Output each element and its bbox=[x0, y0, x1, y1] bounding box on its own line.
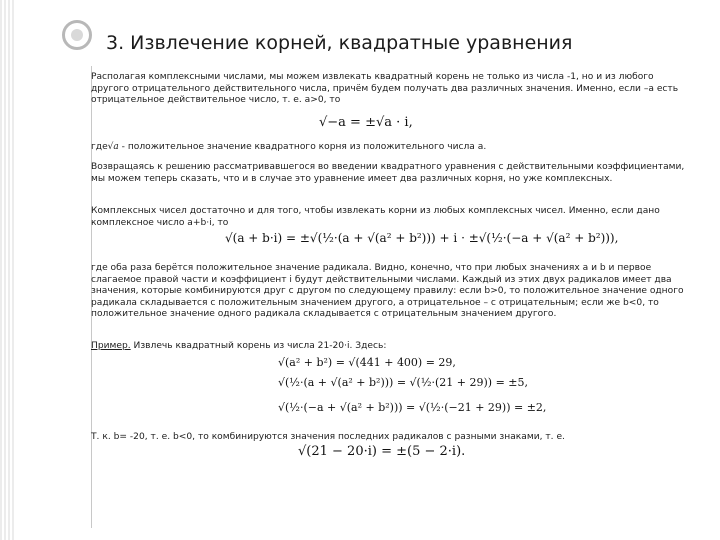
paragraph-example bbox=[91, 341, 689, 353]
example-formula-real-part: √(½·(a + √(a² + b²))) = √(½·(21 + 29)) = ±5, bbox=[278, 376, 528, 389]
example-text: Извлечь квадратный корень из числа 21-20·i. Здесь: bbox=[130, 341, 387, 351]
paragraph-intro: Располагая комплексными числами, мы можем извлекать квадратный корень не только из числа -1, но и из любого другого отрицательного действительного числа, причём будем получать два различных значения. Именно, если –а есть отрицательное действительное число, т. е. a>0, то bbox=[91, 72, 679, 106]
paragraph-sqrt-definition bbox=[91, 142, 689, 154]
formula-sqrt-negative: √−a = ±√a · i, bbox=[319, 115, 413, 130]
paragraph-sign-rule: где оба раза берётся положительное значение радикала. Видно, конечно, что при любых значениях a и b и первое слагаемое правой части и коэффициент i будут действительными числами. Каждый из этих двух радикалов имеет два значения, которые комбинируются друг с другом по следующему правилу: если b>0, то положительное значение одного радикала складывается с положительным значением другого, а отрицательное – с отрицательным; если же b<0, то положительное значение одного радикала складывается с отрицательным значением другого. bbox=[91, 263, 684, 320]
example-formula-imag-part: √(½·(−a + √(a² + b²))) = √(½·(−21 + 29)) = ±2, bbox=[278, 401, 547, 414]
paragraph-conclusion: Т. к. b= -20, т. е. b<0, то комбинируются значения последних радикалов с разными знаками, т. е. bbox=[91, 432, 565, 442]
paragraph-rest: - положительное значение квадратного корня из положительного числа а. bbox=[118, 142, 487, 152]
example-formula-modulus: √(a² + b²) = √(441 + 400) = 29, bbox=[278, 356, 456, 369]
slide-title: 3. Извлечение корней, квадратные уравнения bbox=[106, 32, 573, 54]
formula-complex-sqrt: √(a + b·i) = ±√(½·(a + √(a² + b²))) + i · ±√(½·(−a + √(a² + b²))), bbox=[225, 231, 619, 245]
paragraph-prefix: где bbox=[91, 142, 108, 152]
paragraph-quadratic: Возвращаясь к решению рассматривавшегося во введении квадратного уравнения с действительными коэффициентами, мы можем теперь сказать, что и в случае это уравнение имеет два различных корня, но уже комплексных. bbox=[91, 162, 685, 184]
formula-result: √(21 − 20·i) = ±(5 − 2·i). bbox=[298, 444, 466, 459]
slide-left-border bbox=[0, 0, 14, 540]
decorative-dot bbox=[71, 29, 83, 41]
example-label: Пример. bbox=[91, 341, 131, 351]
paragraph-complex-roots: Комплексных чисел достаточно и для того, чтобы извлекать корни из любых комплексных чисел. Именно, если дано комплексное число a+b·i, то bbox=[91, 206, 660, 228]
sqrt-a-symbol: √a bbox=[107, 142, 119, 152]
